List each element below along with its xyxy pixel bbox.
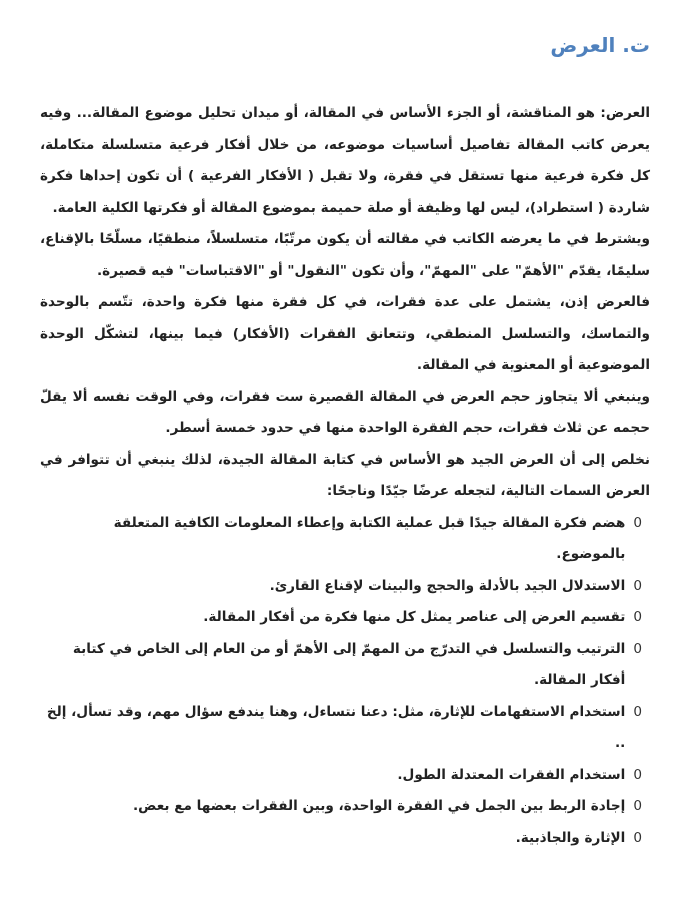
- paragraph-structure: فالعرض إذن، يشتمل على عدة فقرات، في كل فقرة منها فكرة واحدة، تتّسم بالوحدة والتماسك، والتسلسل المنطقي، وتتعانق الفقرات (الأفكار) فيما بينها، لتشكّل الوحدة الموضوعية أو المعنوية في المقالة.: [40, 294, 650, 373]
- list-item-text: إجادة الربط بين الجمل في الفقرة الواحدة، وبين الفقرات بعضها مع بعض.: [133, 798, 626, 814]
- paragraph-conclusion: نخلص إلى أن العرض الجيد هو الأساس في كتابة المقالة الجيدة، لذلك ينبغي أن تتوافر في العرض السمات التالية، لتجعله عرضًا جيّدًا وناجحًا:: [40, 451, 650, 499]
- document-page: [40, 30, 650, 854]
- list-item: [40, 634, 642, 697]
- list-item: [40, 508, 642, 571]
- list-item-text: هضم فكرة المقالة جيدًا قبل عملية الكتابة وإعطاء المعلومات الكافية المتعلقة بالموضوع.: [113, 514, 626, 562]
- list-item: [40, 791, 642, 823]
- list-item-text: الإثارة والجاذبية.: [515, 829, 626, 846]
- list-item-text: الاستدلال الجيد بالأدلة والحجج والبينات لإقناع القارئ.: [269, 577, 626, 594]
- list-item: [40, 823, 642, 855]
- section-heading: ت. العرض: [550, 33, 650, 57]
- traits-list: [40, 508, 650, 855]
- bullet-marker: 0: [633, 577, 642, 594]
- bullet-marker: 0: [633, 798, 642, 814]
- list-item: [40, 697, 642, 760]
- bullet-marker: 0: [633, 514, 642, 531]
- list-item: [40, 602, 642, 634]
- paragraph-definition: العرض: هو المناقشة، أو الجزء الأساس في المقالة، أو ميدان تحليل موضوع المقالة... وفيه يعرض كاتب المقالة تفاصيل أساسيات موضوعه، من خلال أفكار فرعية متسلسلة متكاملة، كل فكرة فرعية منها تستقل في فقرة، ولا تقبل ( الأفكار الفرعية ) أن تكون إحداها فكرة شاردة ( استطراد)، ليس لها وظيفة أو صلة حميمة بموضوع المقالة أو فكرتها الكلية العامة.: [40, 105, 650, 216]
- paragraph-conditions: ويشترط في ما يعرضه الكاتب في مقالته أن يكون مرتّبًا، متسلسلاً، منطقيًا، مسلّحًا بالإقناع، سليمًا، يقدّم "الأهمّ" على "المهمّ"، وأن تكون "النقول" أو "الاقتباسات" فيه قصيرة.: [40, 231, 650, 279]
- list-item: [40, 760, 642, 792]
- bullet-marker: 0: [633, 640, 642, 657]
- bullet-marker: 0: [633, 766, 642, 783]
- list-item-text: استخدام الاستفهامات للإثارة، مثل: دعنا نتساءل، وهنا يندفع سؤال مهم، وقد تسأل، إلخ ..: [46, 703, 626, 751]
- list-item: [40, 571, 642, 603]
- list-item-text: الترتيب والتسلسل في التدرّج من المهمّ إلى الأهمّ أو من العام إلى الخاص في كتابة أفكار المقالة.: [72, 640, 626, 688]
- bullet-marker: 0: [633, 829, 642, 846]
- list-item-text: استخدام الفقرات المعتدلة الطول.: [397, 766, 626, 783]
- bullet-marker: 0: [633, 609, 642, 625]
- bullet-marker: 0: [633, 703, 642, 720]
- list-item-text: تقسيم العرض إلى عناصر يمثل كل منها فكرة من أفكار المقالة.: [203, 609, 626, 625]
- paragraph-length: وينبغي ألا يتجاوز حجم العرض في المقالة القصيرة ست فقرات، وفي الوقت نفسه ألا يقلّ حجمه عن ثلاث فقرات، حجم الفقرة الواحدة منها في حدود خمسة أسطر.: [40, 388, 650, 436]
